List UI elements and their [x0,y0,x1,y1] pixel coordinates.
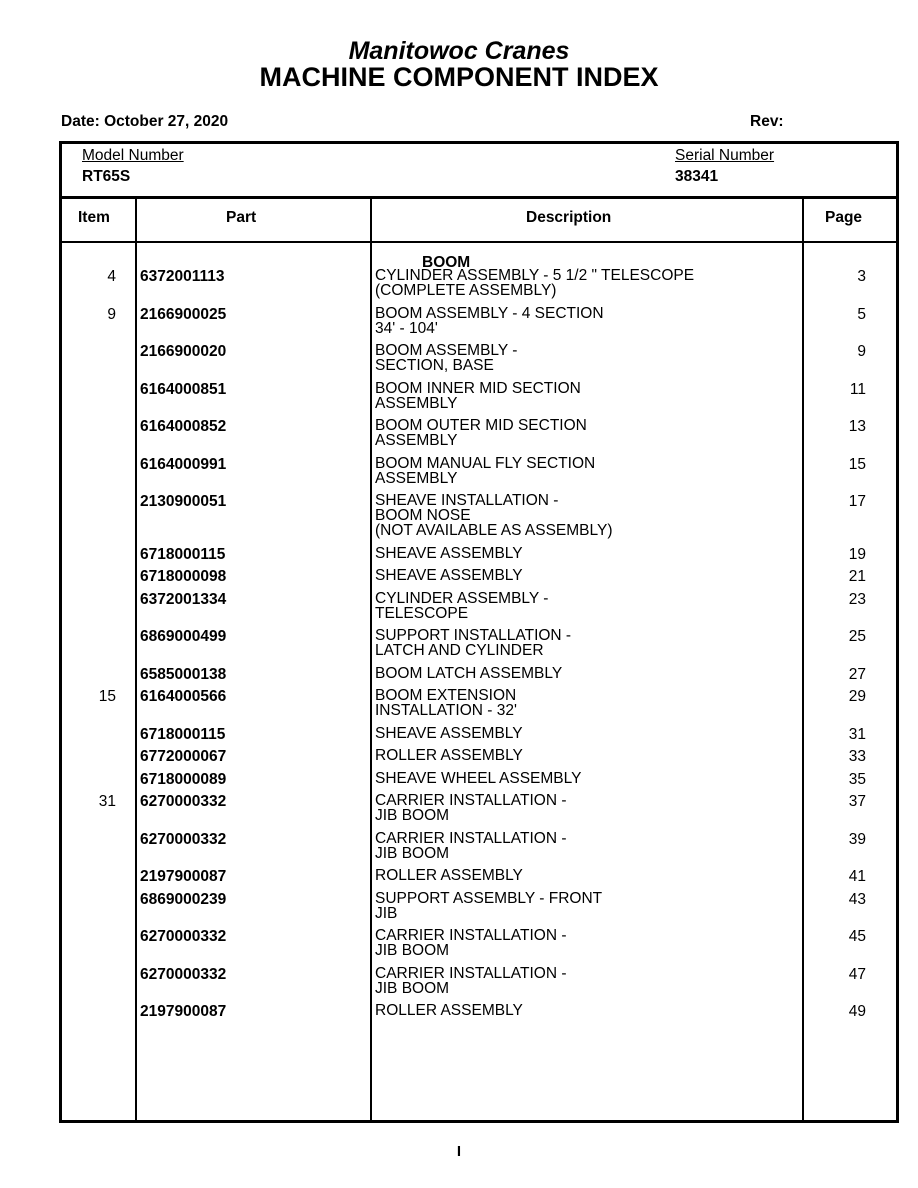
description-line: SHEAVE INSTALLATION - [375,492,559,509]
description-line: SUPPORT ASSEMBLY - FRONT [375,889,603,907]
description-cell [375,748,523,763]
part-number-cell: 6164000566 [140,688,227,705]
description-line: SHEAVE WHEEL ASSEMBLY [375,769,582,787]
model-number-label: Model Number [82,147,184,164]
description-line: TELESCOPE [375,604,469,622]
item-cell: 15 [98,688,116,705]
description-line: INSTALLATION - 32' [375,702,517,719]
part-number-cell: 6718000115 [140,545,226,563]
page-cell: 13 [848,418,866,435]
model-number-value: RT65S [82,168,131,185]
description-line: ASSEMBLY [375,432,458,449]
description-cell [375,568,523,583]
description-line: LATCH AND CYLINDER [375,642,544,659]
part-number-cell: 2166900025 [140,305,227,323]
description-cell [375,546,523,561]
description-line: BOOM MANUAL FLY SECTION [375,454,596,472]
part-number-cell: 6372001334 [140,590,227,608]
description-line: CARRIER INSTALLATION - [375,792,567,809]
description-line: CARRIER INSTALLATION - [375,964,567,982]
description-cell [375,666,562,681]
description-cell [375,591,548,621]
description-cell [375,381,581,411]
part-number-cell: 2197900087 [140,1003,227,1020]
part-number-cell: 6718000089 [140,770,227,788]
description-cell [375,456,595,486]
description-line: ASSEMBLY [375,394,458,412]
description-line: JIB BOOM [375,942,450,959]
serial-number-value: 38341 [675,168,719,185]
description-line: SECTION, BASE [375,357,494,374]
description-line: JIB BOOM [375,807,450,824]
description-line: CARRIER INSTALLATION - [375,927,567,944]
description-line: ROLLER ASSEMBLY [375,747,523,764]
column-header-page: Page [825,209,863,226]
description-line: SHEAVE ASSEMBLY [375,567,523,584]
description-line: BOOM OUTER MID SECTION [375,417,587,434]
page-cell: 5 [857,305,866,323]
description-cell [375,688,517,718]
description-line: CYLINDER ASSEMBLY - [375,589,549,607]
part-number-cell: 6164000851 [140,380,227,398]
part-number-cell: 6869000239 [140,890,227,908]
description-cell [375,928,566,958]
part-number-cell: 6164000991 [140,455,227,473]
page-cell: 37 [848,793,866,810]
column-header-description: Description [526,209,612,226]
description-line: SHEAVE ASSEMBLY [375,544,523,562]
page-cell: 3 [857,268,866,285]
column-divider [370,196,372,1120]
part-number-cell: 6270000332 [140,965,227,983]
part-number-cell: 6772000067 [140,748,227,765]
page-cell: 41 [848,868,866,885]
column-divider [802,196,804,1120]
description-cell [375,306,604,336]
column-header-row [62,196,896,243]
part-number-cell: 6718000115 [140,725,226,743]
component-table [59,141,899,1123]
page-cell: 49 [848,1003,866,1020]
part-number-cell: 6164000852 [140,418,227,435]
page-title: MACHINE COMPONENT INDEX [259,62,659,92]
model-serial-header [62,144,896,199]
page-cell: 11 [849,380,866,398]
item-cell: 31 [98,793,116,810]
part-number-cell: 6372001113 [140,268,225,285]
page-cell: 25 [848,628,866,645]
description-line: SUPPORT INSTALLATION - [375,627,572,644]
page-cell: 31 [848,725,866,743]
description-cell [375,868,523,883]
page-number: I [456,1143,462,1160]
description-cell [375,891,602,921]
description-cell [375,628,571,658]
page-cell: 21 [848,568,866,585]
description-cell [375,268,694,298]
rev-label: Rev: [750,113,784,130]
description-line: JIB [375,904,398,922]
column-header-item: Item [78,209,110,226]
page-cell: 27 [848,665,866,683]
part-number-cell: 6718000098 [140,568,227,585]
page-cell: 15 [848,455,866,473]
description-line: JIB BOOM [375,979,450,997]
part-number-cell: 2130900051 [140,493,227,510]
item-cell: 9 [107,305,116,323]
description-line: CARRIER INSTALLATION - [375,829,567,847]
column-header-part: Part [226,209,257,226]
page-cell: 9 [857,343,866,360]
date-label: Date: October 27, 2020 [61,113,229,130]
description-line: ROLLER ASSEMBLY [375,867,523,884]
page-cell: 29 [848,688,866,705]
page-cell: 39 [848,830,866,848]
description-line: SHEAVE ASSEMBLY [375,724,523,742]
description-cell [375,771,581,786]
part-number-cell: 2197900087 [140,868,227,885]
description-line: (NOT AVAILABLE AS ASSEMBLY) [375,522,613,539]
description-line: BOOM ASSEMBLY - [375,342,518,359]
page-cell: 35 [848,770,866,788]
description-cell [375,966,566,996]
description-cell [375,1003,523,1018]
part-number-cell: 6270000332 [140,928,227,945]
section-heading: BOOM [422,254,471,271]
description-cell [375,793,566,823]
serial-number-label: Serial Number [675,147,775,164]
description-cell [375,343,517,373]
description-cell [375,493,612,538]
part-number-cell: 2166900020 [140,343,227,360]
description-line: ASSEMBLY [375,469,458,487]
item-cell: 4 [107,268,116,285]
description-line: ROLLER ASSEMBLY [375,1002,523,1019]
page-cell: 17 [848,493,866,510]
column-divider [135,196,137,1120]
page-cell: 33 [848,748,866,765]
description-line: BOOM ASSEMBLY - 4 SECTION [375,304,604,322]
description-line: BOOM LATCH ASSEMBLY [375,664,563,682]
description-line: (COMPLETE ASSEMBLY) [375,282,557,299]
description-line: 34' - 104' [375,319,438,337]
description-line: JIB BOOM [375,844,450,862]
description-cell [375,418,587,448]
brand-title: Manitowoc Cranes [348,37,570,65]
part-number-cell: 6270000332 [140,793,227,810]
part-number-cell: 6869000499 [140,628,227,645]
part-number-cell: 6270000332 [140,830,227,848]
page-cell: 23 [848,590,866,608]
description-line: CYLINDER ASSEMBLY - 5 1/2 " TELESCOPE [375,267,695,284]
description-line: BOOM EXTENSION [375,687,517,704]
page-cell: 45 [848,928,866,945]
page-cell: 19 [848,545,866,563]
description-cell [375,831,566,861]
part-number-cell: 6585000138 [140,665,227,683]
description-line: BOOM INNER MID SECTION [375,379,581,397]
page-cell: 47 [848,965,866,983]
description-cell [375,726,523,741]
page-cell: 43 [848,890,866,908]
description-line: BOOM NOSE [375,507,471,524]
